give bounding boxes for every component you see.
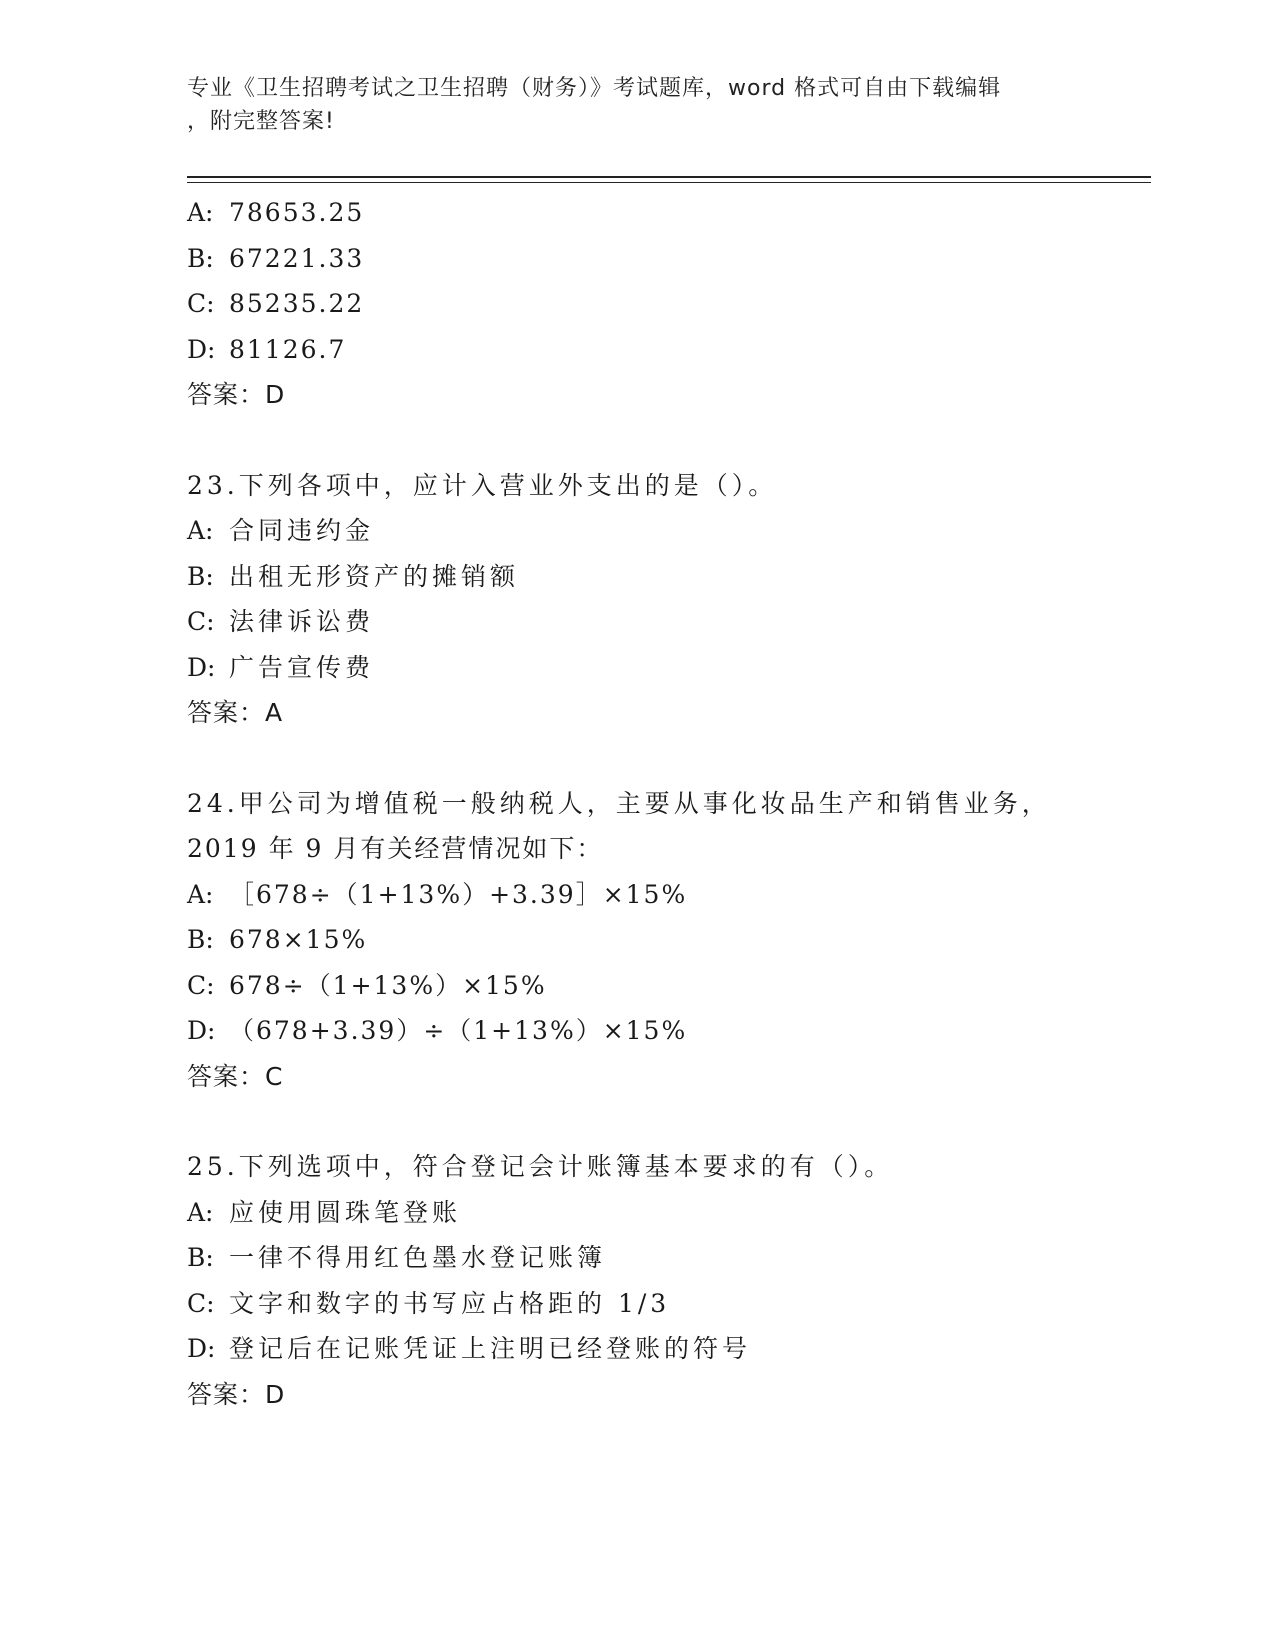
option-c: C: 85235.22 xyxy=(187,289,365,318)
option-b: B: 678×15% xyxy=(187,925,368,954)
option-a: A: 78653.25 xyxy=(187,198,365,227)
option-b: B: 出租无形资产的摊销额 xyxy=(187,561,520,591)
option-d: D: 登记后在记账凭证上注明已经登账的符号 xyxy=(187,1334,752,1363)
block-spacer xyxy=(187,736,1147,781)
question-block-22 xyxy=(187,190,1147,418)
option-d: D: 广告宣传费 xyxy=(187,652,375,682)
answer: 答案：A xyxy=(187,698,284,727)
question-list xyxy=(187,190,1147,1417)
answer: 答案：D xyxy=(187,1379,286,1409)
answer: 答案：D xyxy=(187,380,286,409)
option-d: D: （678+3.39）÷（1+13%）×15% xyxy=(187,1016,688,1045)
option-a: A: 合同违约金 xyxy=(187,516,375,545)
document-header xyxy=(187,72,1087,138)
header-rule-thin xyxy=(187,182,1151,183)
header-rule-thick xyxy=(187,176,1151,178)
question-block-23 xyxy=(187,463,1147,736)
question-text-continued: 2019 年 9 月有关经营情况如下： xyxy=(187,834,604,863)
option-c: C: 678÷（1+13%）×15% xyxy=(187,970,547,1000)
header-line-2: ，附完整答案! xyxy=(187,109,335,134)
option-b: B: 67221.33 xyxy=(187,243,365,273)
option-a: A: 应使用圆珠笔登账 xyxy=(187,1197,462,1227)
question-block-25 xyxy=(187,1144,1147,1417)
option-a: A: ［678÷（1+13%）+3.39］×15% xyxy=(187,879,688,909)
question-text: 23.下列各项中，应计入营业外支出的是（）。 xyxy=(187,470,778,500)
question-text: 24.甲公司为增值税一般纳税人，主要从事化妆品生产和销售业务， xyxy=(187,788,1051,818)
question-text: 25.下列选项中，符合登记会计账簿基本要求的有（）。 xyxy=(187,1152,894,1181)
option-b: B: 一律不得用红色墨水登记账簿 xyxy=(187,1243,607,1272)
block-spacer xyxy=(187,418,1147,463)
option-c: C: 文字和数字的书写应占格距的 1/3 xyxy=(187,1288,671,1318)
option-d: D: 81126.7 xyxy=(187,334,347,364)
header-line-1: 专业《卫生招聘考试之卫生招聘（财务）》考试题库，word 格式可自由下载编辑 xyxy=(187,76,1002,101)
question-block-24 xyxy=(187,781,1147,1100)
option-c: C: 法律诉讼费 xyxy=(187,607,375,636)
answer: 答案：C xyxy=(187,1061,284,1091)
block-spacer xyxy=(187,1099,1147,1144)
